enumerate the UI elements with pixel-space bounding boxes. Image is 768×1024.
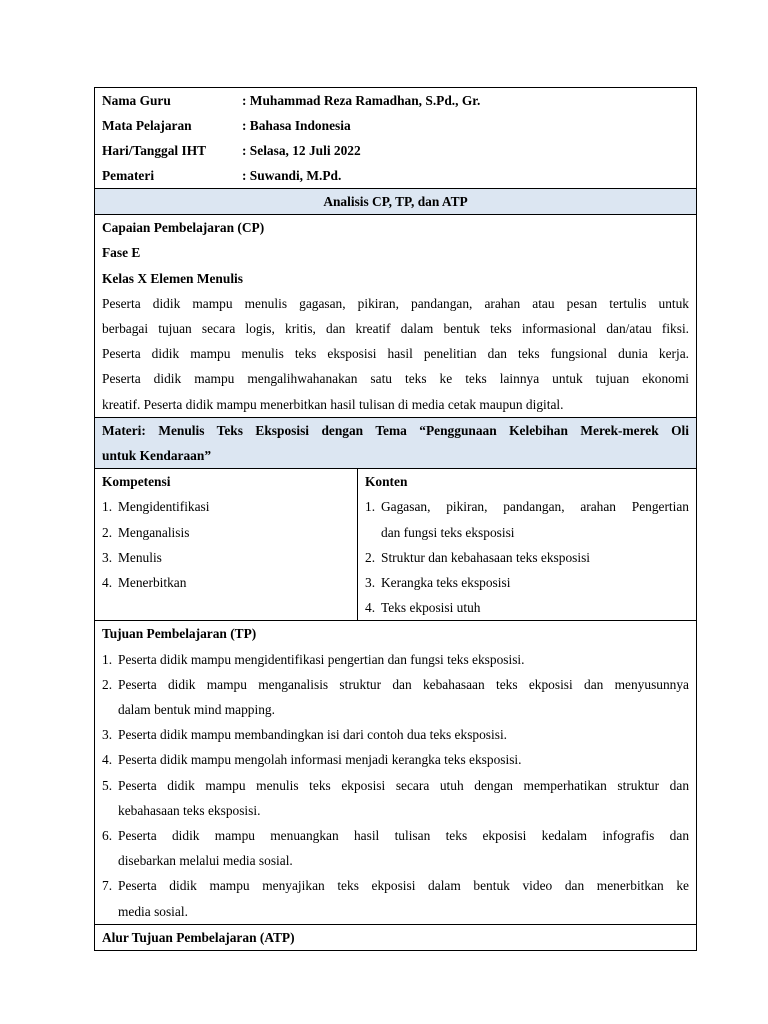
cp-text-line: Peserta didik mampu menulis gagasan, pikiran, pandangan, arahan atau pesan tertulis untuk <box>102 295 690 311</box>
konten-cell <box>358 469 697 621</box>
list-item: 1. Peserta didik mampu mengidentifikasi pengertian dan fungsi teks eksposisi. <box>102 651 525 667</box>
atp-title: Alur Tujuan Pembelajaran (ATP) <box>95 924 697 950</box>
list-item: 6. Peserta didik mampu menuangkan hasil tulisan teks ekposisi kedalam infografis dan disebarkan melalui media sosial. <box>102 828 690 869</box>
header-value: : Muhammad Reza Ramadhan, S.Pd., Gr. <box>242 93 481 108</box>
cp-title: Capaian Pembelajaran (CP) <box>102 220 265 236</box>
list-item: 4. Menerbitkan <box>102 575 187 591</box>
tp-section <box>95 621 697 924</box>
kompetensi-title: Kompetensi <box>102 474 171 490</box>
cp-section <box>95 215 697 418</box>
cp-text-line: Peserta didik mampu mengalihwahanakan satu teks ke teks lainnya untuk tujuan ekonomi <box>102 371 690 387</box>
header-value: : Bahasa Indonesia <box>242 118 351 133</box>
cp-text-line: Peserta didik mampu menulis teks eksposisi hasil penelitian dan teks fungsional dunia kerja. <box>102 346 690 362</box>
materi-section <box>95 417 697 468</box>
header-value: : Selasa, 12 Juli 2022 <box>242 143 361 158</box>
list-item: 3. Kerangka teks eksposisi <box>365 575 511 591</box>
cp-class: Kelas X Elemen Menulis <box>102 270 243 286</box>
header-value: : Suwandi, M.Pd. <box>242 168 342 183</box>
header-label: Pemateri <box>102 168 155 183</box>
list-item: 4. Teks ekposisi utuh <box>365 600 481 616</box>
list-item: 4. Peserta didik mampu mengolah informasi menjadi kerangka teks eksposisi. <box>102 752 522 768</box>
header-row-speaker <box>102 163 689 188</box>
list-item: 3. Menulis <box>102 549 162 565</box>
materi-title-line: untuk Kendaraan” <box>102 448 212 464</box>
tp-title: Tujuan Pembelajaran (TP) <box>102 626 257 642</box>
header-row-date <box>102 138 689 163</box>
list-item: 5. Peserta didik mampu menulis teks ekposisi secara utuh dengan memperhatikan struktur dan kebahasaan teks eksposisi. <box>102 777 690 818</box>
konten-list <box>365 494 689 620</box>
list-item: 7. Peserta didik mampu menyajikan teks ekposisi dalam bentuk video dan menerbitkan ke media sosial. <box>102 878 690 919</box>
list-item: 2. Struktur dan kebahasaan teks eksposisi <box>365 549 590 565</box>
list-item: 1. Mengidentifikasi <box>102 499 210 515</box>
kompetensi-list <box>102 494 350 595</box>
cp-phase: Fase E <box>102 245 141 261</box>
header-section <box>95 88 697 189</box>
header-label: Hari/Tanggal IHT <box>102 143 207 158</box>
header-label: Nama Guru <box>102 93 171 108</box>
list-item: 2. Menganalisis <box>102 524 190 540</box>
konten-title: Konten <box>365 474 408 490</box>
header-label: Mata Pelajaran <box>102 118 192 133</box>
list-item: 1. Gagasan, pikiran, pandangan, arahan Pengertian dan fungsi teks eksposisi <box>365 499 690 540</box>
analysis-table <box>94 87 697 951</box>
analysis-title: Analisis CP, TP, dan ATP <box>95 189 697 215</box>
materi-title-line: Materi: Menulis Teks Eksposisi dengan Tema “Penggunaan Kelebihan Merek-merek Oli <box>102 422 690 438</box>
cp-text-line: kreatif. Peserta didik mampu menerbitkan hasil tulisan di media cetak maupun digital. <box>102 396 564 412</box>
list-item: 2. Peserta didik mampu menganalisis struktur dan kebahasaan teks ekposisi dan menyusunnya dalam bentuk mind mapping. <box>102 676 690 718</box>
header-row-subject <box>102 113 689 138</box>
header-cell <box>95 88 697 189</box>
tp-list <box>102 647 689 924</box>
kompetensi-cell <box>95 469 358 621</box>
cp-text-line: berbagai tujuan secara logis, kritis, dan kreatif dalam bentuk teks informasional dan/atau fiksi. <box>102 321 690 337</box>
document <box>94 87 696 951</box>
header-row-teacher <box>102 88 689 113</box>
list-item: 3. Peserta didik mampu membandingkan isi dari contoh dua teks eksposisi. <box>102 727 508 743</box>
